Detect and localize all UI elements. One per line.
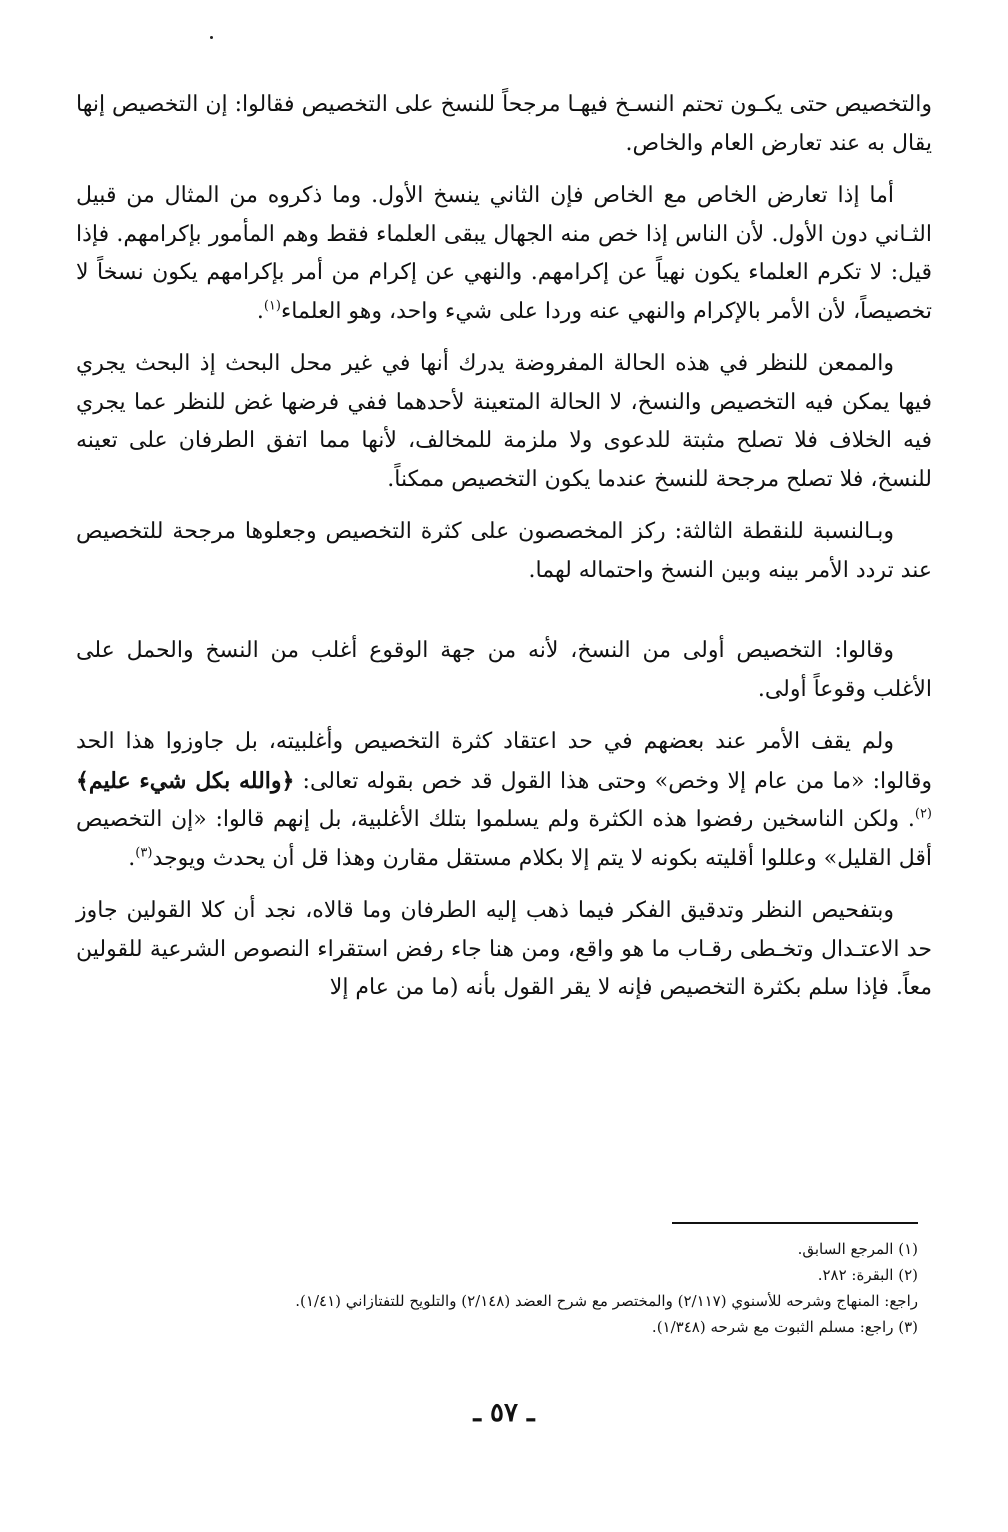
paragraph-4-text: وبـالنسبة للنقطة الثالثة: ركز المخصصون على كثرة التخصيص وجعلوها مرجحة للتخصيص عند تردد الأمر بينه وبين النسخ واحتماله لهما. <box>76 519 932 583</box>
footnote-1: (١) المرجع السابق. <box>797 1240 918 1258</box>
paragraph-2-text: أما إذا تعارض الخاص مع الخاص فإن الثاني ينسخ الأول. وما ذكروه من المثال من قبيل الثـاني دون الأول. لأن الناس إذا خص منه الجهال يبقى العلماء فقط وهم المأمور بإكرامهم. فإذا قيل: لا تكرم العلماء يكون نهياً عن إكرامهم. والنهي عن إكرام من أمر بإكرامهم يكون نسخاً لا تخصيصاً، لأن الأمر بالإكرام والنهي عنه وردا على شيء واحد، وهو العلماء <box>76 183 932 324</box>
footnote-3: (٣) راجع: مسلم الثبوت مع شرحه (١/٣٤٨). <box>651 1318 918 1336</box>
footnote-ref-2: (٢) <box>914 806 932 822</box>
paragraph-6-text-after: . ولكن الناسخين رفضوا هذه الكثرة ولم يسلموا بتلك الأغلبية، بل إنهم قالوا: «إن التخصيص أقل القليل» وعللوا أقليته بكونه لا يتم إلا بكلام مستقل مقارن وهذا قل أن يحدث ويوجد <box>76 807 932 871</box>
quran-verse: ﴿والله بكل شيء عليم﴾ <box>76 767 295 794</box>
paragraph-6 <box>76 723 932 878</box>
footnote-2: (٢) البقرة: ٢٨٢. <box>817 1266 918 1284</box>
footnote-separator <box>672 1222 918 1224</box>
scan-speck <box>210 36 213 39</box>
paragraph-4 <box>76 513 932 590</box>
paragraph-1 <box>76 86 932 163</box>
paragraph-1-text: والتخصيص حتى يكـون تحتم النسـخ فيهـا مرجحاً للنسخ على التخصيص فقالوا: إن التخصيص إنها يقال به عند تعارض العام والخاص. <box>75 92 932 156</box>
paragraph-5-text: وقالوا: التخصيص أولى من النسخ، لأنه من جهة الوقوع أغلب من النسخ والحمل على الأغلب وقوعاً أولى. <box>76 638 932 702</box>
paragraph-3-text: والممعن للنظر في هذه الحالة المفروضة يدرك أنها في غير محل البحث إذ البحث يجري فيها يمكن فيه التخصيص والنسخ، لا الحالة المتعينة لأحدهما ففي فرضها غض للنظر عما يجري فيه الخلاف فلا تصلح مثبتة للدعوى ولا ملزمة للمخالف، لأنها مما اتفق الطرفان على تعينه للنسخ، فلا تصلح مرجحة للنسخ عندما يكون التخصيص ممكناً. <box>76 351 932 492</box>
footnote-ref-3: (٣) <box>135 845 153 861</box>
paragraph-7-text: وبتفحيص النظر وتدقيق الفكر فيما ذهب إليه الطرفان وما قالاه، نجد أن كلا القولين جاوز حد الاعتـدال وتخـطى رقـاب ما هو واقع، ومن هنا جاء رفض استقراء النصوص الشرعية للقولين معاً. فإذا سلم بكثرة التخصيص فإنه لا يقر القول بأنه (ما من عام إلا <box>76 898 932 1000</box>
page-number: ـ ٥٧ ـ <box>473 1398 535 1428</box>
paragraph-5 <box>76 632 932 709</box>
paragraph-6-text-before: ولم يقف الأمر عند بعضهم في حد اعتقاد كثرة التخصيص وأغلبيته، بل جاوزوا هذا الحد وقالوا: «ما من عام إلا وخص» وحتى هذا القول قد خص بقوله تعالى: <box>76 729 933 794</box>
main-text <box>76 86 932 1018</box>
paragraph-3 <box>76 345 932 499</box>
paragraph-6-end: . <box>128 845 136 871</box>
footnotes <box>98 1236 918 1340</box>
paragraph-2 <box>76 177 932 331</box>
footnote-2-continuation: راجع: المنهاج وشرحه للأسنوي (٢/١١٧) والمختصر مع شرح العضد (٢/١٤٨) والتلويح للتفتازاني (١/٤١). <box>295 1292 918 1310</box>
paragraph-2-end: . <box>256 298 264 324</box>
paragraph-7 <box>76 892 932 1008</box>
footnote-ref-1: (١) <box>263 298 281 314</box>
